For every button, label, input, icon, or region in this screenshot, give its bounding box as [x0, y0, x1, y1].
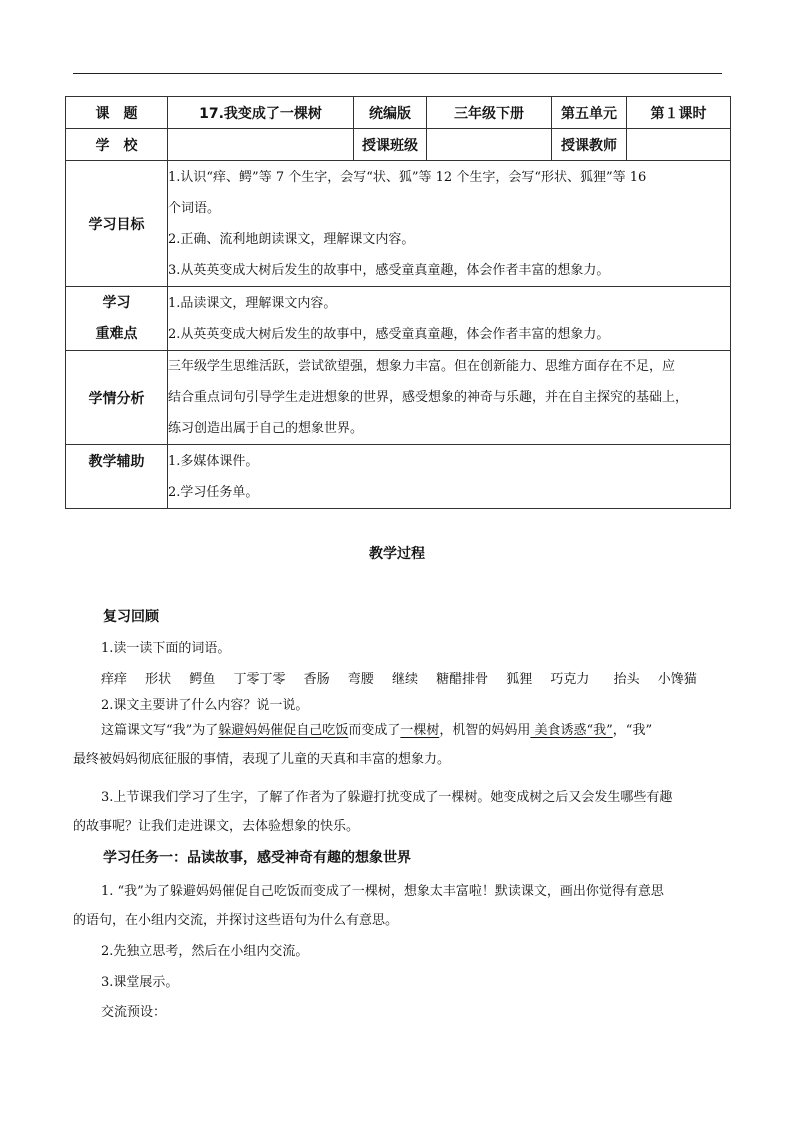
- vocab-word: 鳄鱼: [189, 672, 216, 687]
- goal-line: 2.正确、流利地朗读课文，理解课文内容。: [168, 231, 415, 247]
- grade-cell: 三年级下册: [427, 97, 552, 129]
- aid-line: 2.学习任务单。: [168, 484, 259, 500]
- summary-underline: 一棵树: [400, 723, 440, 738]
- aids-label: 教学辅助: [66, 445, 168, 509]
- summary-text: ，“我”: [612, 723, 653, 738]
- task1-item1-line2: 的语句，在小组内交流，并探讨这些语句为什么有意思。: [73, 913, 399, 928]
- vocab-word: 形状: [145, 672, 172, 687]
- review-q2: 2.课文主要讲了什么内容？说一说。: [101, 698, 309, 713]
- summary-line2: 最终被妈妈彻底征服的事情，表现了儿童的天真和丰富的想象力。: [73, 752, 451, 767]
- process-body: [73, 0, 733, 1123]
- summary-text: 这篇课文写“我”为了: [101, 723, 219, 738]
- summary-text: ，机智的妈妈用: [439, 723, 531, 738]
- difficulties-label-line1: 学习: [102, 294, 131, 311]
- task1-heading: 学习任务一：品读故事，感受神奇有趣的想象世界: [103, 850, 411, 866]
- period-cell: 第１课时: [627, 97, 731, 129]
- teacher-label: 授课教师: [552, 129, 627, 161]
- task1-item1-line1: 1. “我”为了躲避妈妈催促自己吃饭而变成了一棵树，想象太丰富啦！默读课文，画出你觉得有意思: [101, 884, 664, 899]
- vocab-list: [101, 668, 711, 687]
- review-heading: 复习回顾: [103, 609, 159, 625]
- school-label: 学 校: [66, 129, 168, 161]
- edition-cell: 统编版: [354, 97, 427, 129]
- vocab-word: 香肠: [303, 672, 330, 687]
- vocab-word: 狐狸: [506, 672, 533, 687]
- summary-text: 而变成了: [348, 723, 401, 738]
- summary-underline: 躲避妈妈催促自己吃饭: [218, 723, 349, 738]
- task1-item2: 2.先独立思考，然后在小组内交流。: [101, 944, 309, 959]
- vocab-word: 丁零丁零: [233, 672, 286, 687]
- difficulties-label-line2: 重难点: [95, 325, 138, 342]
- difficulty-line: 1.品读课文，理解课文内容。: [168, 295, 337, 311]
- summary-underline: 美食诱惑“我”: [530, 723, 613, 738]
- goal-line: 1.认识“痒、鳄”等 7 个生字，会写“状、狐”等 12 个生字，会写“形状、狐狸”等 16: [168, 169, 647, 185]
- process-title: 教学过程: [369, 546, 425, 562]
- goal-line: 个词语。: [168, 200, 221, 216]
- vocab-word: 抬头: [613, 672, 640, 687]
- goals-label: 学习目标: [66, 161, 168, 287]
- review-q3-line1: 3.上节课我们学习了生字，了解了作者为了躲避打扰变成了一棵树。她变成树之后又会发生哪些有趣: [101, 790, 673, 805]
- class-label: 授课班级: [354, 129, 427, 161]
- review-q1: 1.读一读下面的词语。: [101, 641, 231, 656]
- vocab-word: 弯腰: [347, 672, 374, 687]
- vocab-word: 小馋猫: [657, 672, 697, 687]
- analysis-line: 练习创造出属于自己的想象世界。: [168, 421, 364, 436]
- aid-line: 1.多媒体课件。: [168, 453, 259, 469]
- unit-cell: 第五单元: [552, 97, 627, 129]
- difficulty-line: 2.从英英变成大树后发生的故事中，感受童真童趣，体会作者丰富的想象力。: [168, 326, 610, 342]
- goal-line: 3.从英英变成大树后发生的故事中，感受童真童趣，体会作者丰富的想象力。: [168, 262, 610, 278]
- vocab-word: 继续: [391, 672, 418, 687]
- analysis-line: 三年级学生思维活跃，尝试欲望强，想象力丰富。但在创新能力、思维方面存在不足，应: [168, 359, 676, 374]
- exchange-preset: 交流预设：: [101, 1005, 167, 1020]
- summary-line1: [101, 719, 652, 738]
- review-q3-line2: 的故事呢？让我们走进课文，去体验想象的快乐。: [73, 819, 360, 834]
- lesson-title: 17.我变成了一棵树: [168, 97, 354, 129]
- vocab-word: 巧克力: [550, 672, 590, 687]
- vocab-word: 糖醋排骨: [436, 672, 489, 687]
- lesson-label: 课 题: [66, 97, 168, 129]
- analysis-line: 结合重点词句引导学生走进想象的世界，感受想象的神奇与乐趣，并在自主探究的基础上，: [168, 390, 689, 405]
- analysis-label: 学情分析: [66, 351, 168, 445]
- task1-item3: 3.课堂展示。: [101, 975, 179, 990]
- vocab-word: 痒痒: [101, 672, 128, 687]
